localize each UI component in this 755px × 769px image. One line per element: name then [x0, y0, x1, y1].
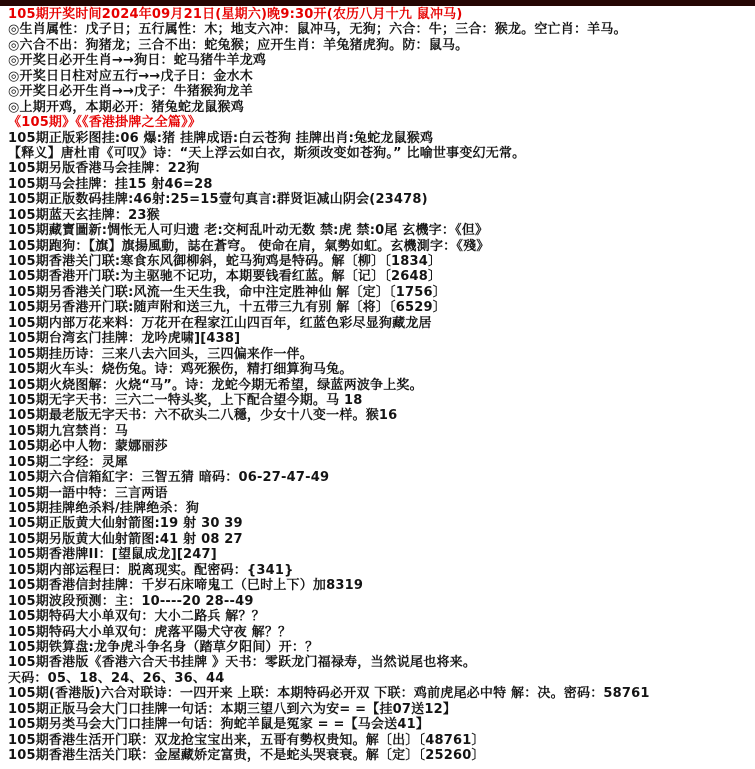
text-line: 105期蓝天玄挂牌：23猴 — [8, 207, 160, 223]
text-line: 105期内部万花来料：万花开在程家江山四百年，红蓝色彩尽显狗藏龙居 — [8, 315, 432, 331]
text-line: 105期另香港关门联:风流一生天生我，命中注定胜神仙 解〔定〕〔1756〕 — [8, 284, 446, 300]
text-line: 105期(香港版)六合对联诗：一四开来 上联：本期特码必开双 下联：鸡前虎尾必中特 解：决。密码：58761 — [8, 686, 650, 702]
text-line: 105期藏寳圖新:惆怅无人可归遗 老:交柯乱叶动无数 禁:虎 禁:0尾 玄機字：《但》 — [8, 223, 489, 239]
text-line: 105期波段预测：主：10----20 28--49 — [8, 593, 254, 609]
text-line: 105期香港开门联:为主驱驰不记功，本期要钱看红蓝。解〔记〕〔2648〕 — [8, 269, 442, 285]
text-line: 105期香港信封挂牌：千岁石床啼鬼工（巳时上下）加8319 — [8, 578, 364, 594]
text-line: 105期香港版《香港六合天书挂牌 》天书：零跃龙门福禄寿，当然说尾也将来。 — [8, 655, 477, 671]
text-line: 105期另版黄大仙射箭图:41 射 08 27 — [8, 531, 243, 547]
text-line: 105期特码大小单双句：虎落平陽犬守夜 解？？ — [8, 624, 292, 640]
text-line: ◎开奖日日柱对应五行→→戊子日：金水木 — [8, 68, 253, 84]
text-line: ◎开奖日必开生肖→→戊子：牛猪猴狗龙羊 — [8, 84, 253, 100]
text-line: 105期香港生活开门联：双龙抢宝宝出来，五哥有勢权贵知。解〔出〕〔48761〕 — [8, 732, 485, 748]
text-line: ◎生肖属性：戊子日；五行属性：木；地支六冲：鼠冲马，无狗；六合：牛；三合：猴龙。空亡肖：羊马。 — [8, 22, 627, 38]
text-line: 【释义】唐杜甫《可叹》诗：“天上浮云如白衣，斯须改变如苍狗。” 比喻世事变幻无常。 — [8, 145, 526, 161]
text-line: 105期一語中特：三言两语 — [8, 485, 168, 501]
text-line: 105期另类马会大门口挂牌一句话：狗蛇羊鼠是冤家 = =【马会送41】 — [8, 717, 430, 733]
text-line: 天码：05、18、24、26、36、44 — [8, 670, 225, 686]
text-line: 105期火烧图解：火烧“马”。诗：龙蛇今期无希望，绿蓝两波争上奖。 — [8, 377, 423, 393]
text-line: 105期无字天书：三六二一特头奖，上下配合望今期。马 18 — [8, 392, 363, 408]
lottery-info-list — [0, 6, 755, 763]
text-line: 105期台湾玄门挂牌：龙吟虎啸][438] — [8, 331, 241, 347]
text-line: 105期必中人物：蒙娜丽莎 — [8, 439, 168, 455]
text-line: 105期跑狗：【旗】旗揚風動，誌在蒼穹。 使命在肩，氣勢如虹。玄機測字：《殘》 — [8, 238, 490, 254]
text-line: 105期香港关门联:寒食东风御柳斜，蛇马狗鸡是特码。解〔柳〕〔1834〕 — [8, 254, 442, 269]
text-line: 105期铁算盘:龙争虎斗争名身（踏草夕阳间）开：？ — [8, 639, 319, 655]
text-line: 105期正版黄大仙射箭图:19 射 30 39 — [8, 516, 243, 532]
text-line: 105期六合信箱紅字：三智五猜 暗码：06-27-47-49 — [8, 470, 330, 486]
text-line: 105期内部运程曰：脱离现实。配密码：{341} — [8, 562, 294, 578]
text-line: 105期火车头：烧伤兔。诗：鸡死猴伤，精打细算狗马兔。 — [8, 362, 353, 378]
text-line: 105期挂牌绝杀料/挂牌绝杀：狗 — [8, 501, 200, 516]
text-line: 105期开奖时间2024年09月21日(星期六)晚9:30开(农历八月十九 鼠冲马) — [8, 7, 463, 22]
text-line: 105期另香港开门联:随声附和送三九，十五带三九有别 解〔将〕〔6529〕 — [8, 300, 446, 316]
text-line: 105期香港牌II：[望鼠成龙][247] — [8, 547, 217, 563]
text-line: 105期九宫禁肖：马 — [8, 423, 129, 439]
text-line: 105期二字经：灵犀 — [8, 454, 129, 470]
text-line: 105期正版彩图挂:06 爆:猪 挂牌成语:白云苍狗 挂牌出肖:兔蛇龙鼠猴鸡 — [8, 130, 434, 146]
text-line: 105期挂历诗：三来八去六回头，三四偏来作一伴。 — [8, 346, 313, 362]
text-line: 105期特码大小单双句：大小二路兵 解？？ — [8, 609, 265, 625]
text-line: 105期另版香港马会挂牌：22狗 — [8, 161, 200, 177]
text-line: 105期香港生活关门联：金屋藏娇定富贵，不是蛇头哭衰衰。解〔定〕〔25260〕 — [8, 748, 485, 763]
text-line: 105期正版数码挂牌:46射:25=15壹句真言:群贤讵减山阴会(23478) — [8, 192, 428, 208]
text-line: ◎六合不出：狗猪龙；三合不出：蛇兔猴；应开生肖：羊兔猪虎狗。防：鼠马。 — [8, 37, 469, 53]
text-line: 105期正版马会大门口挂牌一句话：本期三望八到六为安= =【挂07送12】 — [8, 701, 457, 717]
text-line: ◎开奖日必开生肖→→狗日：蛇马猪牛羊龙鸡 — [8, 53, 267, 69]
text-line: ◎上期开鸡，本期必开：猪兔蛇龙鼠猴鸡 — [8, 99, 244, 115]
text-line: 《105期》《《香港掛牌之全篇》》 — [8, 115, 202, 131]
text-line: 105期最老版无字天书：六不砍头二八穩，少女十八变一样。猴16 — [8, 408, 398, 424]
text-line: 105期马会挂牌：挂15 射46=28 — [8, 176, 213, 192]
